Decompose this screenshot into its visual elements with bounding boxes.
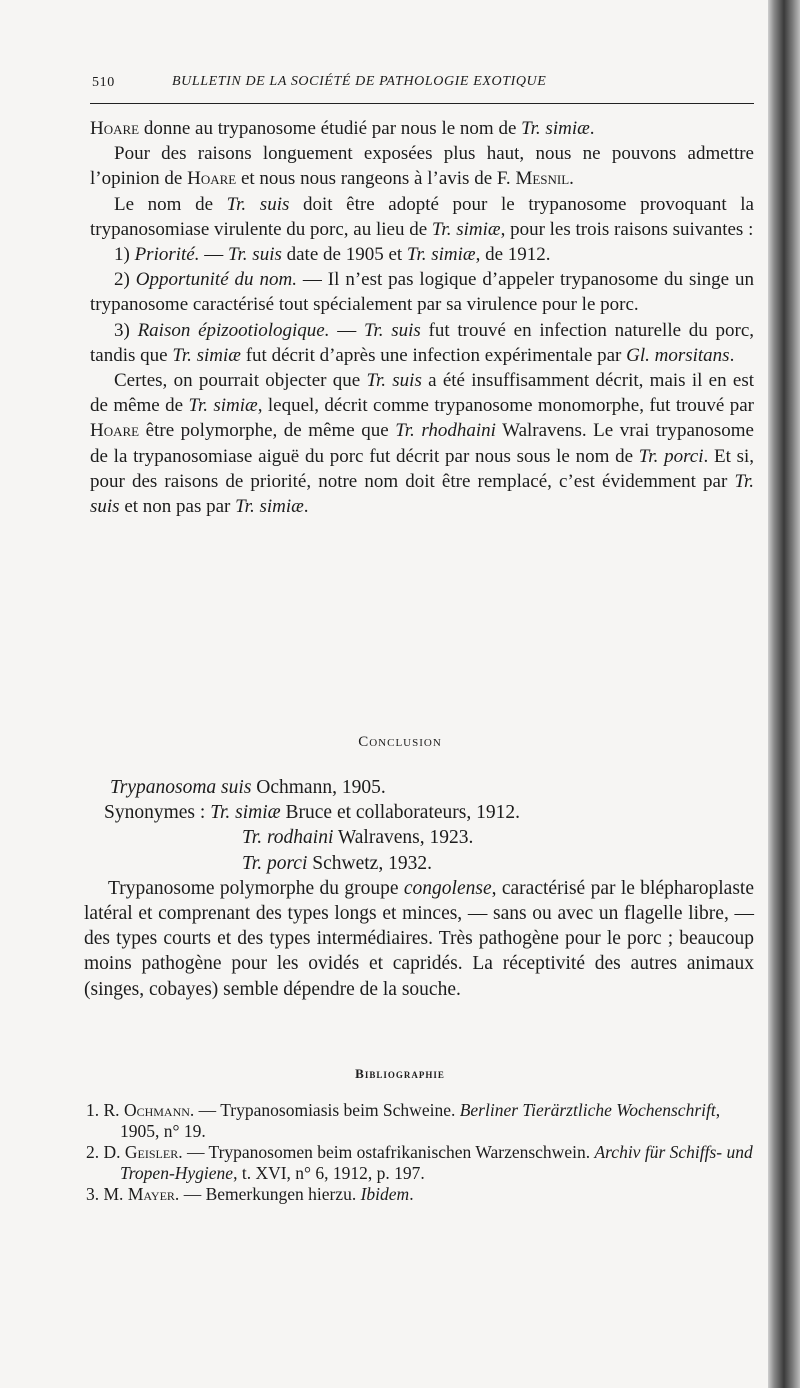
paragraph-6: 3) Raison épizootiologique. — Tr. suis fut trouvé en infection naturelle du porc, tandis que Tr. simiæ fut décrit d’après une infection expérimentale par Gl. morsitans. <box>90 319 755 366</box>
synonym-line-3: Tr. porci Schwetz, 1932. <box>242 852 432 874</box>
conclusion-heading: Conclusion <box>358 734 442 750</box>
body-text <box>90 116 754 519</box>
species-description: Trypanosome polymorphe du groupe congolense, caractérisé par le blépharoplaste latéral et comprenant des types longs et minces, — sans ou avec un flagelle libre, — des types courts et des types intermédiaires. Très pathogène pour le porc ; beaucoup moins pathogène pour les ovidés et capridés. La réceptivité des autres animaux (singes, cobayes) semble dépendre de la souche. <box>84 877 754 1000</box>
bibliography-heading: Bibliographie <box>355 1066 445 1081</box>
paragraph-3: Le nom de Tr. suis doit être adopté pour le trypanosome provoquant la trypanosomiase virulente du porc, au lieu de Tr. simiæ, pour les trois raisons suivantes : <box>90 193 754 240</box>
synonym-line-2: Tr. rodhaini Walravens, 1923. <box>242 827 474 849</box>
page-number: 510 <box>92 75 115 90</box>
paragraph-7: Certes, on pourrait objecter que Tr. suis a été insuffisamment décrit, mais il en est de même de Tr. simiæ, lequel, décrit comme trypanosome monomorphe, fut trouvé par Hoare être polymorphe, de même que Tr. rhodhaini Walravens. Le vrai trypanosome de la trypanosomiase aiguë du porc fut décrit par nous sous le nom de Tr. porci. Et si, pour des raisons de priorité, notre nom doit être remplacé, c’est évidemment par Tr. suis et non pas par Tr. simiæ. <box>90 370 755 518</box>
paragraph-2: Pour des raisons longuement exposées plus haut, nous ne pouvons admettre l’opinion de Hoare et nous nous rangeons à l’avis de F. Mesnil. <box>90 143 754 190</box>
paragraph-1: Hoare donne au trypanosome étudié par nous le nom de Tr. simiæ. <box>90 118 595 139</box>
synonym-line-1: Synonymes : Tr. simiæ Bruce et collaborateurs, 1912. <box>104 802 520 824</box>
reference-3: 3. M. Mayer. — Bemerkungen hierzu. Ibidem. <box>86 1184 414 1204</box>
species-line: Trypanosoma suis Ochmann, 1905. <box>110 777 386 798</box>
book-gutter-shadow <box>768 0 800 1388</box>
running-title: BULLETIN DE LA SOCIÉTÉ DE PATHOLOGIE EXOTIQUE <box>172 74 547 89</box>
bibliography-list <box>86 1100 754 1205</box>
paragraph-4: 1) Priorité. — Tr. suis date de 1905 et Tr. simiæ, de 1912. <box>114 244 551 266</box>
conclusion-section <box>84 775 754 1021</box>
paragraph-5: 2) Opportunité du nom. — Il n’est pas logique d’appeler trypanosome du singe un trypanosome caractérisé tout spécialement par sa virulence pour le porc. <box>90 269 755 316</box>
reference-1: 1. R. Ochmann. — Trypanosomiasis beim Schweine. Berliner Tierärztliche Wochenschrift, 1905, n° 19. <box>86 1100 721 1141</box>
reference-2: 2. D. Geisler. — Trypanosomen beim ostafrikanischen Warzenschwein. Archiv für Schiffs- und Tropen-Hygiene, t. XVI, n° 6, 1912, p. 197. <box>86 1142 753 1183</box>
header-rule <box>90 103 754 104</box>
